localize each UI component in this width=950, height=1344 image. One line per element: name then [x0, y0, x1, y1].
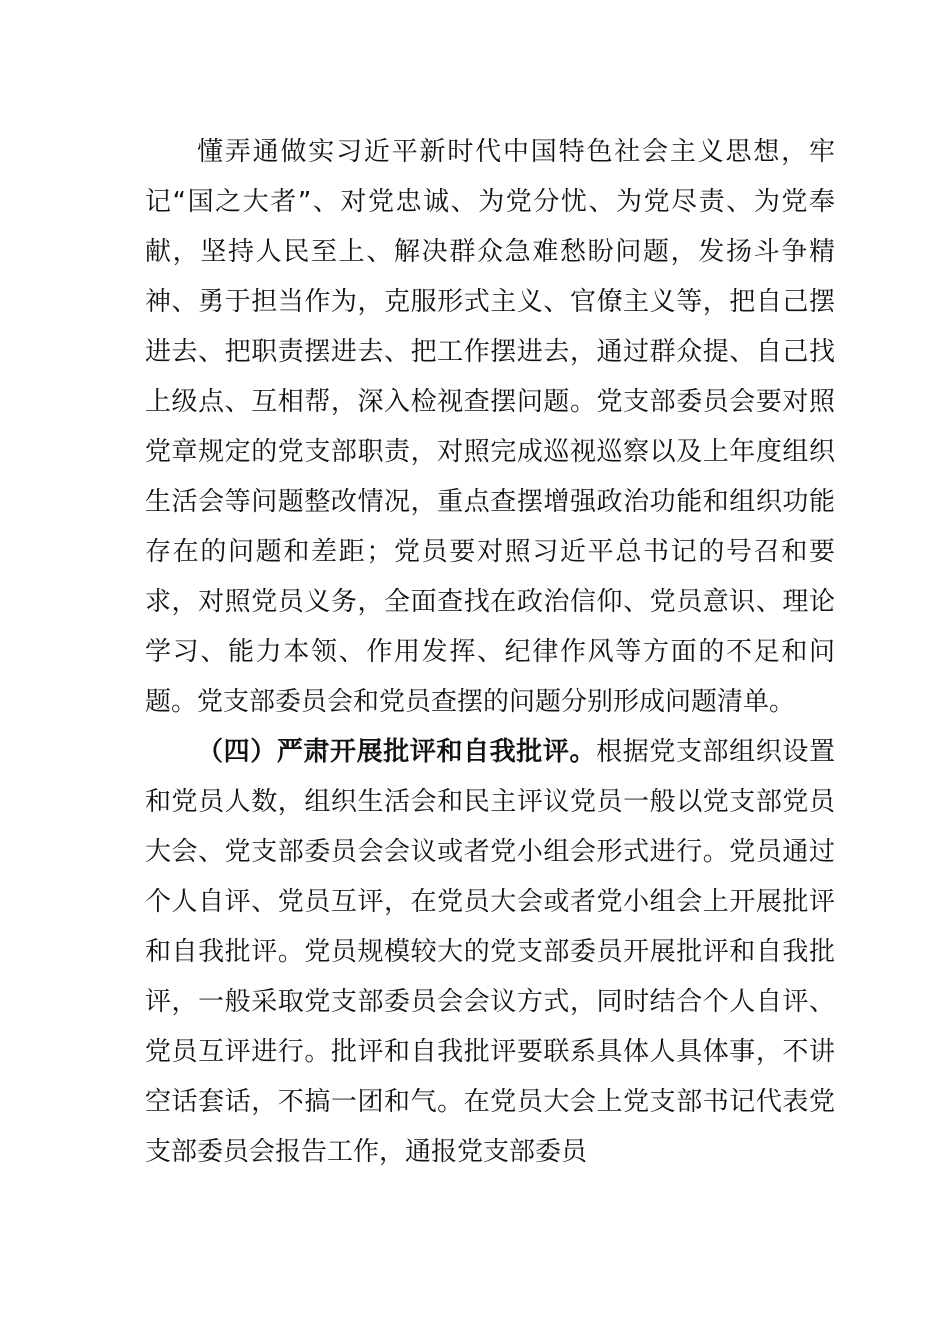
document-body [145, 127, 835, 1177]
paragraph-criticism [145, 727, 835, 1177]
section-heading: （四）严肃开展批评和自我批评。 [197, 737, 597, 767]
section-body: 根据党支部组织设置和党员人数，组织生活会和民主评议党员一般以党支部党员大会、党支部委员会会议或者党小组会形式进行。党员通过个人自评、党员互评，在党员大会或者党小组会上开展批评和自我批评。党员规模较大的党支部委员开展批评和自我批评，一般采取党支部委员会会议方式，同时结合个人自评、党员互评进行。批评和自我批评要联系具体人具体事，不讲空话套话，不搞一团和气。在党员大会上党支部书记代表党支部委员会报告工作，通报党支部委员 [145, 737, 835, 1167]
paragraph-problem-checking: 懂弄通做实习近平新时代中国特色社会主义思想，牢记“国之大者”、对党忠诚、为党分忧、为党尽责、为党奉献，坚持人民至上、解决群众急难愁盼问题，发扬斗争精神、勇于担当作为，克服形式主义、官僚主义等，把自己摆进去、把职责摆进去、把工作摆进去，通过群众提、自己找上级点、互相帮，深入检视查摆问题。党支部委员会要对照党章规定的党支部职责，对照完成巡视巡察以及上年度组织生活会等问题整改情况，重点查摆增强政治功能和组织功能存在的问题和差距；党员要对照习近平总书记的号召和要求，对照党员义务，全面查找在政治信仰、党员意识、理论学习、能力本领、作用发挥、纪律作风等方面的不足和问题。党支部委员会和党员查摆的问题分别形成问题清单。 [145, 137, 835, 717]
